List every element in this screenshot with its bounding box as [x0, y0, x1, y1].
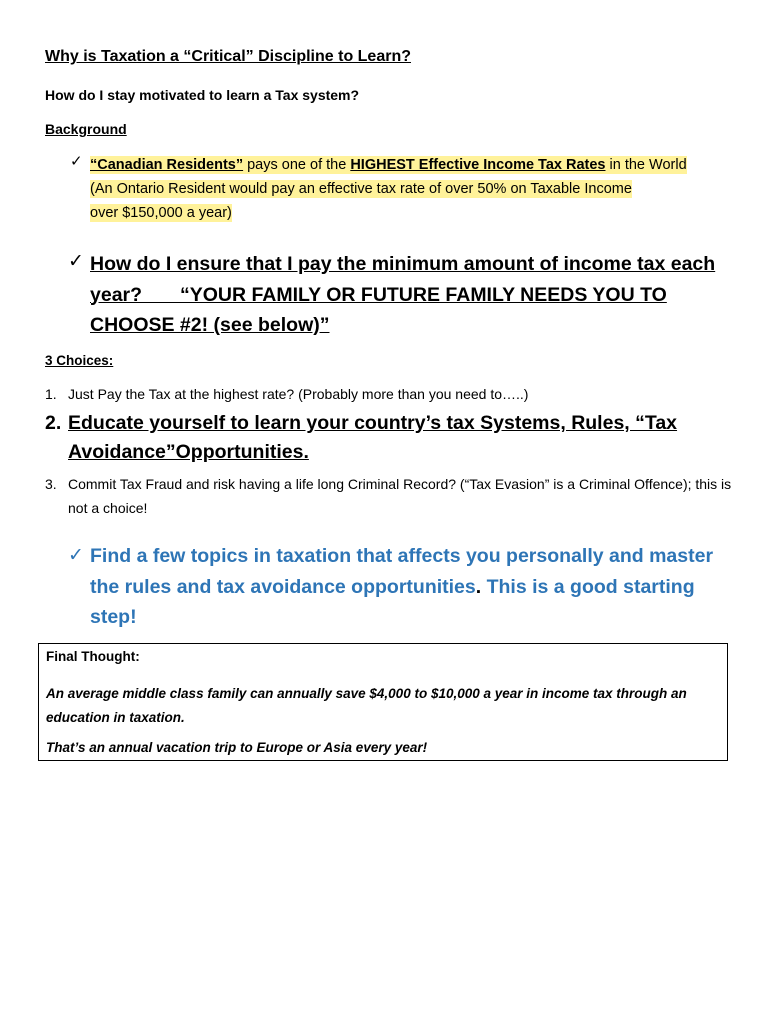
- final-thought-box: [38, 643, 728, 761]
- checkmark-icon: ✓: [68, 544, 84, 566]
- choice-text: Educate yourself to learn your country’s tax Systems, Rules, “Tax Avoidance”Opportunities.: [68, 412, 678, 463]
- bullet-text: in the World: [605, 157, 687, 173]
- checkmark-icon: ✓: [68, 250, 84, 272]
- bullet-text: pays one of the: [243, 157, 351, 173]
- canadian-residents-label: “Canadian Residents”: [90, 157, 244, 173]
- bullet-line-1: [90, 153, 740, 177]
- choices-heading: 3 Choices:: [45, 353, 114, 368]
- document-title: Why is Taxation a “Critical” Discipline to Learn?: [45, 48, 411, 65]
- background-heading: Background: [45, 121, 127, 137]
- choice-text: Just Pay the Tax at the highest rate? (Probably more than you need to…..): [68, 386, 529, 402]
- document-subtitle: How do I stay motivated to learn a Tax system?: [45, 87, 360, 103]
- checkmark-icon: ✓: [70, 152, 83, 170]
- starting-step-bullet: [90, 541, 740, 633]
- choice-number: 1.: [45, 386, 57, 402]
- bullet-period: .: [475, 575, 482, 598]
- choice-number: 3.: [45, 476, 57, 492]
- final-thought-title: Final Thought:: [46, 649, 140, 664]
- final-thought-paragraph-1: An average middle class family can annually save $4,000 to $10,000 a year in income tax through an education in taxation.: [46, 686, 687, 725]
- bullet-text: Find a few topics in taxation that affects you personally and master the rules and tax avoidance opportunities: [90, 545, 714, 598]
- choice-text: Commit Tax Fraud and risk having a life long Criminal Record? (“Tax Evasion” is a Criminal Offence); this is not a choice!: [68, 476, 732, 516]
- choice-item-1: [45, 386, 528, 402]
- minimum-tax-bullet: How do I ensure that I pay the minimum amount of income tax each year? “YOUR FAMILY OR FUTURE FAMILY NEEDS YOU TO CHOOSE #2! (see below)”: [90, 253, 716, 336]
- bullet-line-2: (An Ontario Resident would pay an effective tax rate of over 50% on Taxable Income: [90, 181, 632, 197]
- final-thought-paragraph-2: That’s an annual vacation trip to Europe or Asia every year!: [46, 740, 428, 755]
- background-bullet: [90, 153, 740, 225]
- choice-number: 2.: [45, 412, 62, 434]
- highest-rates-label: HIGHEST Effective Income Tax Rates: [350, 157, 606, 173]
- bullet-text: This is a good starting step!: [90, 575, 695, 628]
- bullet-line-3: over $150,000 a year): [90, 205, 232, 221]
